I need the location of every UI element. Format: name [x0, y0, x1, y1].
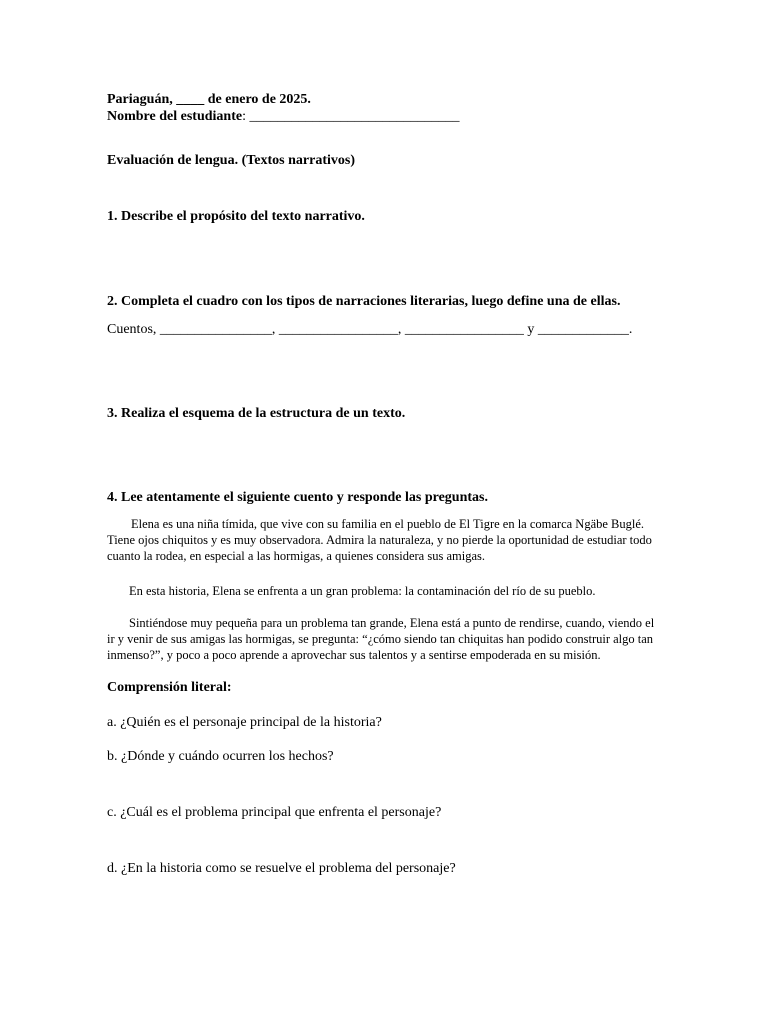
comprehension-question-b: b. ¿Dónde y cuándo ocurren los hechos? [107, 749, 334, 764]
student-name-blank: : ______________________________ [242, 109, 460, 124]
question-4: 4. Lee atentamente el siguiente cuento y responde las preguntas. [107, 490, 488, 505]
exam-title: Evaluación de lengua. (Textos narrativos) [107, 153, 355, 168]
question-3: 3. Realiza el esquema de la estructura de un texto. [107, 406, 406, 421]
comprehension-question-d: d. ¿En la historia como se resuelve el problema del personaje? [107, 861, 456, 876]
story-paragraph-3: Sintiéndose muy pequeña para un problema tan grande, Elena está a punto de rendirse, cuando, viendo el ir y venir de sus amigas las hormigas, se pregunta: “¿cómo siendo tan chiquitas han podido construir algo tan inmenso?”, y poco a poco aprende a aprovechar sus talentos y a sentirse empoderada en su misión. [107, 616, 655, 662]
question-2: 2. Completa el cuadro con los tipos de narraciones literarias, luego define una de ellas. [107, 294, 621, 309]
comprehension-question-c: c. ¿Cuál es el problema principal que enfrenta el personaje? [107, 805, 442, 820]
question-1: 1. Describe el propósito del texto narrativo. [107, 209, 365, 224]
student-name-label: Nombre del estudiante [107, 109, 243, 124]
story-paragraph-1: Elena es una niña tímida, que vive con su familia en el pueblo de El Tigre en la comarca Ngäbe Buglé. Tiene ojos chiquitos y es muy observadora. Admira la naturaleza, y no pierde la oportunidad de estudiar todo cuanto la rodea, en especial a las hormigas, a quienes considera sus amigas. [107, 517, 652, 563]
story-paragraph-2: En esta historia, Elena se enfrenta a un gran problema: la contaminación del río de su pueblo. [129, 584, 596, 598]
place-date-line: Pariaguán, ____ de enero de 2025. [107, 92, 311, 107]
student-name-line [107, 109, 459, 125]
comprehension-title: Comprensión literal: [107, 680, 232, 695]
question-2-fill-blanks: Cuentos, ________________, _________________, _________________ y _____________. [107, 322, 633, 337]
comprehension-question-a: a. ¿Quién es el personaje principal de la historia? [107, 715, 382, 730]
